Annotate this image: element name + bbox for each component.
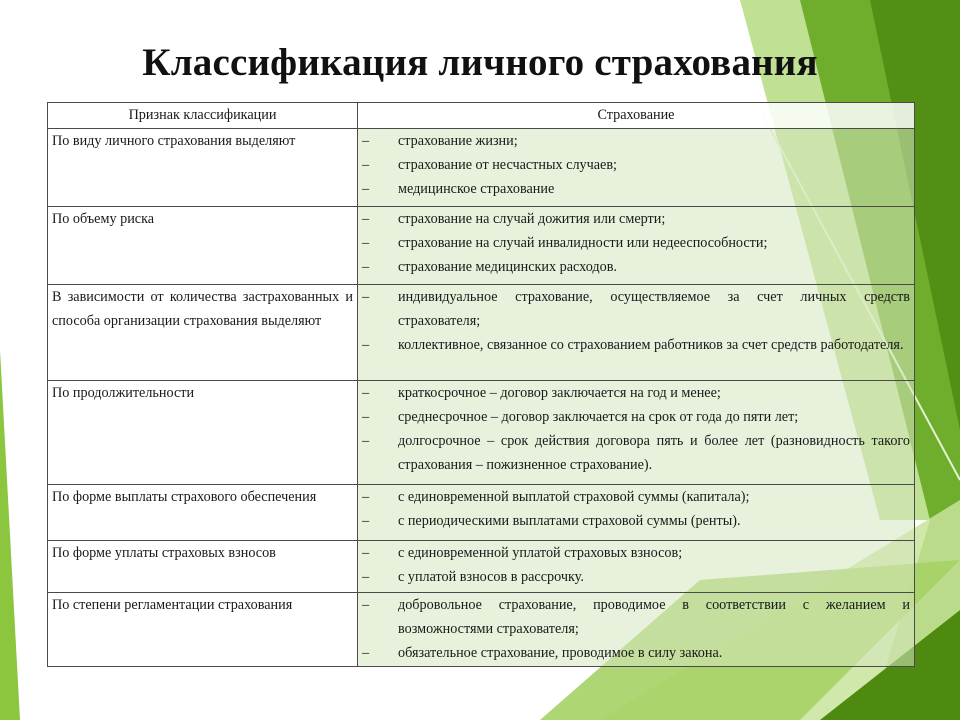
table-row [48, 285, 915, 381]
list-item [362, 129, 910, 153]
list-item-text: коллективное, связанное со страхованием работников за счет средств работодателя. [398, 337, 904, 353]
insurance-cell [358, 381, 915, 485]
list-item-text: страхование на случай дожития или смерти; [398, 211, 666, 227]
insurance-list [362, 129, 910, 201]
list-item-text: медицинское страхование [398, 181, 555, 197]
dash-bullet: – [362, 211, 370, 227]
insurance-cell [358, 541, 915, 593]
list-item [362, 153, 910, 177]
dash-bullet: – [362, 181, 370, 197]
list-item [362, 485, 910, 509]
dash-bullet: – [362, 235, 370, 251]
insurance-list [362, 593, 910, 665]
list-item [362, 565, 910, 589]
criterion-cell: По продолжительности [48, 381, 358, 485]
list-item [362, 381, 910, 405]
insurance-cell [358, 593, 915, 667]
list-item [362, 509, 910, 533]
dash-bullet: – [362, 645, 370, 661]
list-item-text: среднесрочное – договор заключается на срок от года до пяти лет; [398, 409, 799, 425]
insurance-list [362, 485, 910, 533]
dash-bullet: – [362, 133, 370, 149]
dash-bullet: – [362, 433, 370, 449]
page-title: Классификация личного страхования [142, 41, 818, 84]
table-row [48, 541, 915, 593]
dash-bullet: – [362, 409, 370, 425]
list-item [362, 541, 910, 565]
insurance-cell [358, 285, 915, 381]
table-row [48, 593, 915, 667]
criterion-cell: По форме уплаты страховых взносов [48, 541, 358, 593]
criterion-cell: По объему риска [48, 207, 358, 285]
dash-bullet: – [362, 259, 370, 275]
dash-bullet: – [362, 597, 370, 613]
insurance-cell [358, 129, 915, 207]
insurance-list [362, 541, 910, 589]
list-item-text: с единовременной уплатой страховых взносов; [398, 545, 683, 561]
list-item [362, 177, 910, 201]
header-criterion: Признак классификации [48, 103, 358, 129]
list-item-text: долгосрочное – срок действия договора пять и более лет (разновидность такого страхования – пожизненное страхование). [398, 433, 910, 473]
list-item-text: обязательное страхование, проводимое в силу закона. [398, 645, 723, 661]
left-green-sliver [0, 350, 20, 720]
table-header-row [48, 103, 915, 129]
classification-table [47, 102, 915, 667]
list-item-text: с единовременной выплатой страховой суммы (капитала); [398, 489, 750, 505]
insurance-list [362, 381, 910, 477]
list-item-text: страхование от несчастных случаев; [398, 157, 617, 173]
criterion-cell: По виду личного страхования выделяют [48, 129, 358, 207]
dash-bullet: – [362, 289, 370, 305]
list-item-text: краткосрочное – договор заключается на год и менее; [398, 385, 721, 401]
insurance-list [362, 285, 910, 357]
list-item-text: страхование жизни; [398, 133, 518, 149]
list-item [362, 593, 910, 641]
insurance-list [362, 207, 910, 279]
list-item-text: с уплатой взносов в рассрочку. [398, 569, 584, 585]
insurance-cell [358, 485, 915, 541]
list-item [362, 405, 910, 429]
table-row [48, 381, 915, 485]
table-row [48, 129, 915, 207]
list-item-text: с периодическими выплатами страховой суммы (ренты). [398, 513, 741, 529]
dash-bullet: – [362, 489, 370, 505]
criterion-cell: По форме выплаты страхового обеспечения [48, 485, 358, 541]
criterion-cell: По степени регламентации страхования [48, 593, 358, 667]
dash-bullet: – [362, 337, 370, 353]
table-row [48, 485, 915, 541]
table-row [48, 207, 915, 285]
list-item [362, 285, 910, 333]
list-item [362, 207, 910, 231]
header-insurance: Страхование [358, 103, 915, 129]
list-item [362, 641, 910, 665]
dash-bullet: – [362, 385, 370, 401]
list-item-text: страхование медицинских расходов. [398, 259, 617, 275]
list-item-text: добровольное страхование, проводимое в соответствии с желанием и возможностями страхователя; [398, 597, 910, 637]
list-item [362, 333, 910, 357]
dash-bullet: – [362, 569, 370, 585]
list-item [362, 231, 910, 255]
dash-bullet: – [362, 513, 370, 529]
insurance-cell [358, 207, 915, 285]
list-item [362, 429, 910, 477]
dash-bullet: – [362, 545, 370, 561]
list-item-text: индивидуальное страхование, осуществляемое за счет личных средств страхователя; [398, 289, 910, 329]
list-item-text: страхование на случай инвалидности или недееспособности; [398, 235, 768, 251]
list-item [362, 255, 910, 279]
dash-bullet: – [362, 157, 370, 173]
criterion-cell: В зависимости от количества застрахованных и способа организации страхования выделяют [48, 285, 358, 381]
